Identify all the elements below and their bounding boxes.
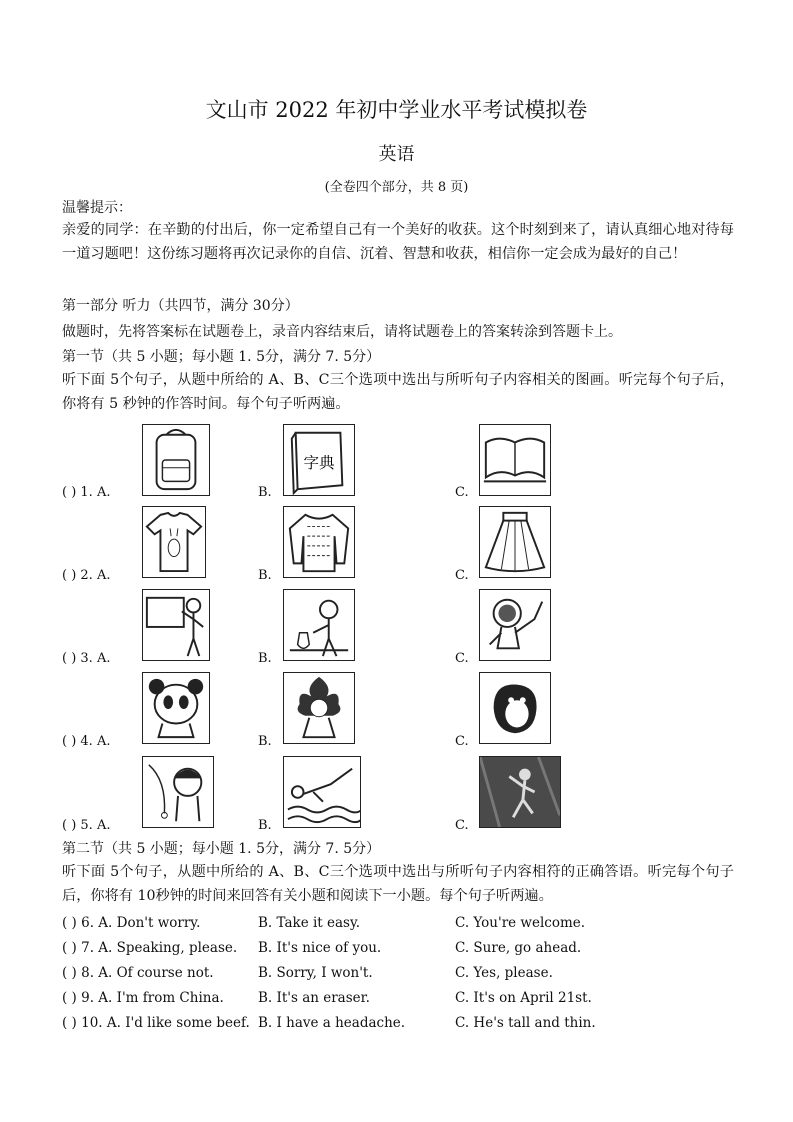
section1-instruction: 听下面 5个句子，从题中所给的 A、B、C三个选项中选出与所听句子内容相关的图画。听完每个句子后，你将有 5 秒钟的作答时间。每个句子听两遍。	[62, 372, 734, 412]
question-6-option-c: C. You're welcome.	[455, 915, 586, 931]
sweater-icon	[283, 506, 355, 578]
fishing-boy-icon	[142, 756, 214, 828]
question-4-label: ( ) 4. A.	[62, 734, 111, 749]
question-1-option-c: C.	[455, 485, 469, 500]
tshirt-icon	[142, 506, 206, 578]
climbing-icon	[479, 756, 561, 828]
section2-heading: 第二节（共 5 小题；每小题 1. 5分，满分 7. 5分）	[62, 841, 381, 857]
section2-instruction: 听下面 5个句子，从题中所给的 A、B、C三个选项中选出与所听句子内容相符的正确答语。听完每个句子后，你将有 10秒钟的时间来回答有关小题和阅读下一小题。每个句子听两遍。	[62, 864, 734, 904]
question-2-option-b: B.	[258, 568, 272, 583]
question-9-option-c: C. It's on April 21st.	[455, 990, 592, 1006]
question-9-option-a: ( ) 9. A. I'm from China.	[62, 990, 224, 1006]
question-5-option-c: C.	[455, 818, 469, 833]
penguin-mascot-icon	[479, 672, 551, 744]
question-7-option-a: ( ) 7. A. Speaking, please.	[62, 940, 238, 956]
question-6-option-a: ( ) 6. A. Don't worry.	[62, 915, 201, 931]
question-10-option-b: B. I have a headache.	[258, 1015, 406, 1031]
question-5-option-b: B.	[258, 818, 272, 833]
backpack-icon	[142, 424, 210, 496]
open-book-icon	[479, 424, 551, 496]
panda-mascot-icon	[142, 672, 210, 744]
question-2-option-c: C.	[455, 568, 469, 583]
question-10-option-c: C. He's tall and thin.	[455, 1015, 596, 1031]
question-3-label: ( ) 3. A.	[62, 651, 111, 666]
astronaut-icon	[479, 589, 551, 661]
flame-mascot-icon	[283, 672, 355, 744]
question-10-option-a: ( ) 10. A. I'd like some beef.	[62, 1015, 250, 1031]
dictionary-icon	[283, 424, 355, 496]
question-4-option-c: C.	[455, 734, 469, 749]
question-8-option-c: C. Yes, please.	[455, 965, 553, 981]
question-6-option-b: B. Take it easy.	[258, 915, 361, 931]
part1-instruction: 做题时，先将答案标在试题卷上，录音内容结束后，请将试题卷上的答案转涂到答题卡上。	[62, 324, 622, 340]
exam-title: 文山市 2022 年初中学业水平考试模拟卷	[205, 98, 588, 122]
question-8-option-b: B. Sorry, I won't.	[258, 965, 373, 981]
page-count-note: (全卷四个部分，共 8 页)	[324, 180, 469, 195]
swimming-icon	[283, 756, 361, 828]
svg-text:字典: 字典	[303, 453, 335, 472]
question-3-option-b: B.	[258, 651, 272, 666]
tips-label: 温馨提示：	[62, 200, 132, 216]
question-3-option-c: C.	[455, 651, 469, 666]
teacher-icon	[142, 589, 210, 661]
question-1-option-b: B.	[258, 485, 272, 500]
question-1-label: ( ) 1. A.	[62, 485, 111, 500]
skirt-icon	[479, 506, 551, 578]
question-2-label: ( ) 2. A.	[62, 568, 111, 583]
question-7-option-b: B. It's nice of you.	[258, 940, 382, 956]
question-9-option-b: B. It's an eraser.	[258, 990, 370, 1006]
section1-heading: 第一节（共 5 小题；每小题 1. 5分，满分 7. 5分）	[62, 349, 381, 365]
question-7-option-c: C. Sure, go ahead.	[455, 940, 582, 956]
subject-title: 英语	[378, 144, 415, 165]
question-5-label: ( ) 5. A.	[62, 818, 111, 833]
scientist-icon	[283, 589, 355, 661]
question-4-option-b: B.	[258, 734, 272, 749]
question-8-option-a: ( ) 8. A. Of course not.	[62, 965, 214, 981]
part1-heading: 第一部分 听力（共四节，满分 30分）	[62, 298, 299, 314]
tips-text: 亲爱的同学：在辛勤的付出后，你一定希望自己有一个美好的收获。这个时刻到来了，请认真细心地对待每一道习题吧！这份练习题将再次记录你的自信、沉着、智慧和收获，相信你一定会成为最好的自己！	[62, 222, 734, 262]
